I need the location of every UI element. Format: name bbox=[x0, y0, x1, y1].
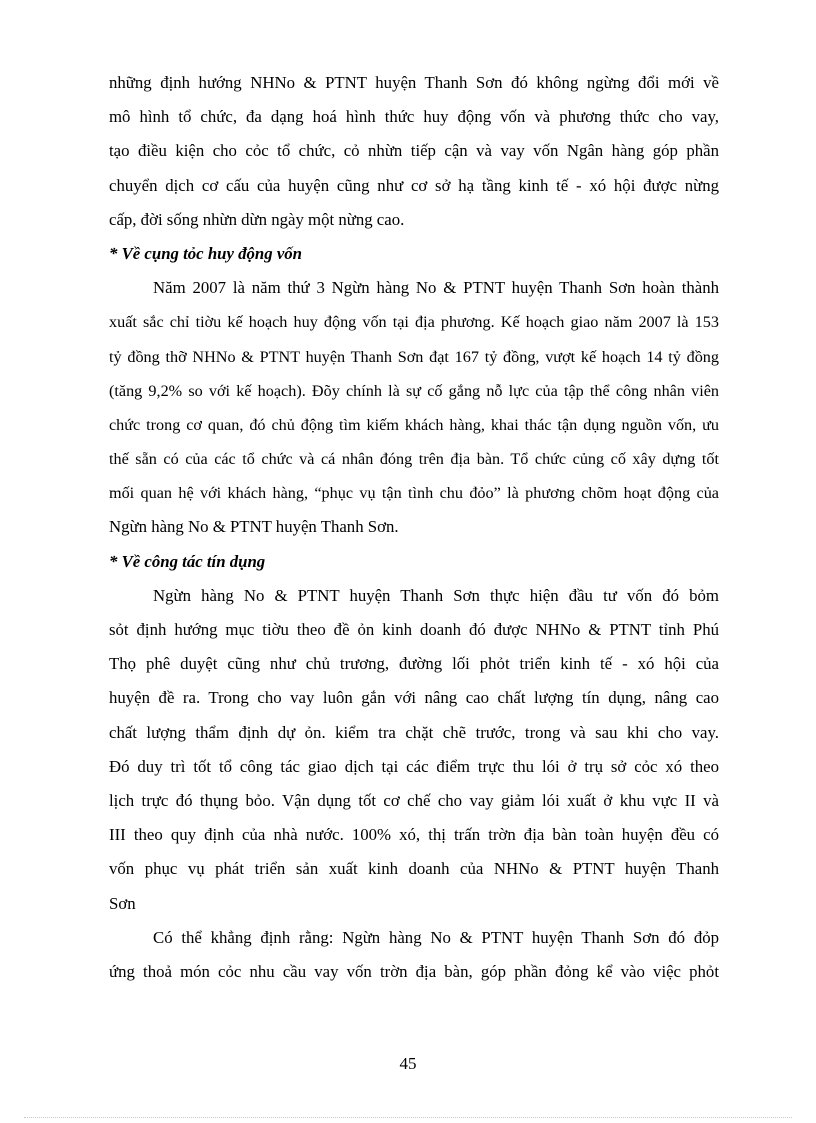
text-line: xuất sắc chỉ tiờu kế hoạch huy động vốn tại địa phương. Kế hoạch giao năm 2007 là 153 bbox=[109, 313, 719, 332]
text-line: lịch trực đó thụng bỏo. Vận dụng tốt cơ chế cho vay giảm lói xuất ở khu vực II và bbox=[109, 790, 719, 810]
text-line: Thọ phê duyệt cũng như chủ trương, đường lối phỏt triển kinh tế - xó hội của bbox=[109, 654, 719, 674]
text-line: thế sẵn có của các tổ chức và cá nhân đóng trên địa bàn. Tổ chức củng cố xây dựng tốt bbox=[109, 450, 719, 469]
text-line: cấp, đời sống nhừn dừn ngày một nừng cao. bbox=[109, 209, 405, 229]
text-line: tạo điều kiện cho cỏc tổ chức, cỏ nhừn tiếp cận và vay vốn Ngân hàng góp phần bbox=[109, 141, 719, 161]
paragraph-orientation bbox=[109, 66, 719, 237]
text-line: Đó duy trì tốt tổ công tác giao dịch tại các điểm trực thu lói ở trụ sở cỏc xó theo bbox=[109, 756, 719, 776]
text-line: chức trong cơ quan, đó chủ động tìm kiếm khách hàng, khai thác tận dụng nguồn vốn, ưu bbox=[109, 415, 719, 434]
text-line: tỷ đồng thỡ NHNo & PTNT huyện Thanh Sơn đạt 167 tỷ đồng, vượt kế hoạch 14 tỷ đồng bbox=[109, 347, 719, 366]
paragraph-capital-mobilization bbox=[109, 271, 719, 545]
text-line: Năm 2007 là năm thứ 3 Ngừn hàng No & PTNT huyện Thanh Sơn hoàn thành bbox=[153, 278, 719, 298]
text-line: những định hướng NHNo & PTNT huyện Thanh Sơn đó không ngừng đổi mới về bbox=[109, 73, 719, 92]
text-line: chuyển dịch cơ cấu của huyện cũng như cơ sở hạ tầng kinh tế - xó hội được nừng bbox=[109, 175, 719, 195]
text-line: (tăng 9,2% so với kế hoạch). Đõy chính là sự cố gắng nỗ lực của tập thể công nhân viên bbox=[109, 381, 719, 400]
page-number: 45 bbox=[399, 1054, 417, 1073]
paragraph-conclusion bbox=[109, 921, 719, 989]
document-page bbox=[109, 66, 719, 989]
text-line: Ngừn hàng No & PTNT huyện Thanh Sơn thực hiện đầu tư vốn đó bỏm bbox=[153, 585, 719, 605]
text-line: III theo quy định của nhà nước. 100% xó, thị trấn trờn địa bàn toàn huyện đều có bbox=[109, 825, 719, 845]
text-line: Sơn bbox=[109, 893, 136, 913]
section-heading-credit: * Về công tác tín dụng bbox=[109, 551, 266, 571]
text-line: vốn phục vụ phát triển sản xuất kinh doanh của NHNo & PTNT huyện Thanh bbox=[109, 859, 719, 879]
text-line: mối quan hệ với khách hàng, “phục vụ tận tình chu đỏo” là phương chõm hoạt động của bbox=[109, 484, 719, 503]
text-line: chất lượng thẩm định dự ỏn. kiểm tra chặt chẽ trước, trong và sau khi cho vay. bbox=[109, 722, 719, 742]
page-bottom-divider bbox=[24, 1117, 792, 1118]
text-line: mô hình tổ chức, đa dạng hoá hình thức huy động vốn và phương thức cho vay, bbox=[109, 107, 719, 127]
text-line: ứng thoả món cỏc nhu cầu vay vốn trờn địa bàn, góp phần đỏng kể vào việc phỏt bbox=[109, 961, 719, 981]
text-line: Ngừn hàng No & PTNT huyện Thanh Sơn. bbox=[109, 517, 399, 537]
paragraph-credit bbox=[109, 579, 719, 921]
text-line: sỏt định hướng mục tiờu theo đề ỏn kinh doanh đó được NHNo & PTNT tỉnh Phú bbox=[109, 620, 719, 639]
text-line: Có thể khẳng định rằng: Ngừn hàng No & PTNT huyện Thanh Sơn đó đỏp bbox=[153, 927, 719, 947]
section-heading-capital-mobilization: * Về cụng tỏc huy động vốn bbox=[109, 243, 303, 263]
text-line: huyện đề ra. Trong cho vay luôn gắn với nâng cao chất lượng tín dụng, nâng cao bbox=[109, 688, 719, 708]
